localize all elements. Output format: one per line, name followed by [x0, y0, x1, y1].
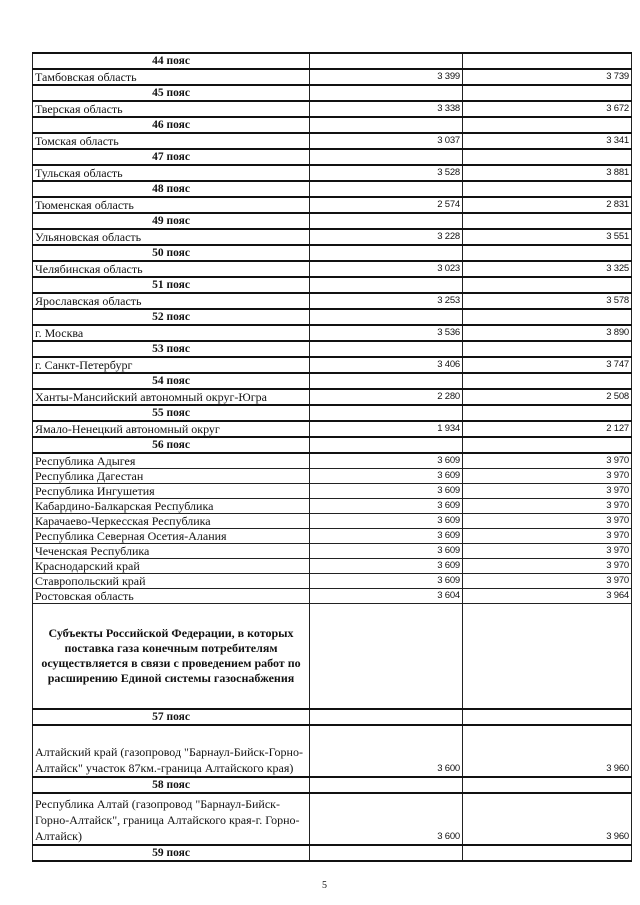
zone-label: 54 пояс [33, 373, 310, 389]
price-value-1: 3 037 [310, 133, 463, 149]
zone-label: 46 пояс [33, 117, 310, 133]
empty-cell [310, 405, 463, 421]
table-row [33, 133, 632, 149]
zone-label: 44 пояс [33, 53, 310, 69]
region-name: Республика Адыгея [33, 453, 310, 469]
table-row [33, 529, 632, 544]
price-value-1: 3 609 [310, 484, 463, 499]
zone-header-row [33, 245, 632, 261]
table-row [33, 357, 632, 373]
price-value-1: 3 609 [310, 499, 463, 514]
price-value-2: 3 325 [463, 261, 632, 277]
price-value-2: 3 970 [463, 484, 632, 499]
region-name: Тульская область [33, 165, 310, 181]
empty-cell [463, 181, 632, 197]
price-value-2: 3 970 [463, 453, 632, 469]
table-row [33, 389, 632, 405]
price-value-1: 3 600 [310, 725, 463, 777]
zone-label: 59 пояс [33, 845, 310, 861]
price-value-1: 3 609 [310, 574, 463, 589]
zone-label: 45 пояс [33, 85, 310, 101]
empty-cell [463, 309, 632, 325]
zone-header-row [33, 777, 632, 793]
region-name: Ульяновская область [33, 229, 310, 245]
region-name: Республика Дагестан [33, 469, 310, 484]
empty-cell [463, 117, 632, 133]
zone-header-row [33, 213, 632, 229]
price-value-1: 3 609 [310, 469, 463, 484]
zone-header-row [33, 85, 632, 101]
empty-cell [463, 604, 632, 710]
table-row [33, 101, 632, 117]
price-value-2: 3 970 [463, 469, 632, 484]
price-value-2: 3 970 [463, 544, 632, 559]
zone-header-row [33, 181, 632, 197]
zone-header-row [33, 149, 632, 165]
price-value-1: 3 406 [310, 357, 463, 373]
region-name: Ямало-Ненецкий автономный округ [33, 421, 310, 437]
price-value-2: 3 747 [463, 357, 632, 373]
empty-cell [463, 85, 632, 101]
region-name: Ставропольский край [33, 574, 310, 589]
price-value-1: 3 609 [310, 544, 463, 559]
price-value-2: 3 578 [463, 293, 632, 309]
price-value-1: 3 609 [310, 514, 463, 529]
table-row [33, 574, 632, 589]
price-value-2: 3 739 [463, 69, 632, 85]
empty-cell [310, 149, 463, 165]
zone-label: 49 пояс [33, 213, 310, 229]
price-value-1: 3 528 [310, 165, 463, 181]
table-row [33, 793, 632, 845]
section-title: Субъекты Российской Федерации, в которых поставка газа конечным потребителям осуществляется в связи с проведением работ по расширению Единой системы газоснабжения [33, 604, 310, 710]
region-name: Республика Ингушетия [33, 484, 310, 499]
price-value-2: 3 551 [463, 229, 632, 245]
price-value-2: 3 970 [463, 529, 632, 544]
region-name: Республика Алтай (газопровод "Барнаул-Бийск-Горно-Алтайск", граница Алтайского края-г. Горно-Алтайск) [33, 793, 310, 845]
price-value-1: 3 399 [310, 69, 463, 85]
price-value-2: 3 890 [463, 325, 632, 341]
empty-cell [310, 309, 463, 325]
empty-cell [463, 341, 632, 357]
empty-cell [310, 604, 463, 710]
zone-label: 52 пояс [33, 309, 310, 325]
empty-cell [463, 437, 632, 453]
table-row [33, 469, 632, 484]
price-value-1: 3 536 [310, 325, 463, 341]
price-value-1: 3 253 [310, 293, 463, 309]
price-value-1: 3 023 [310, 261, 463, 277]
table-row [33, 559, 632, 574]
region-name: Ханты-Мансийский автономный округ-Югра [33, 389, 310, 405]
empty-cell [310, 845, 463, 861]
empty-cell [310, 437, 463, 453]
section-header-row [33, 604, 632, 710]
empty-cell [463, 777, 632, 793]
price-value-2: 2 127 [463, 421, 632, 437]
price-value-1: 3 609 [310, 559, 463, 574]
table-row [33, 165, 632, 181]
table-row [33, 197, 632, 213]
empty-cell [310, 245, 463, 261]
zone-header-row [33, 341, 632, 357]
table-row [33, 229, 632, 245]
zone-label: 58 пояс [33, 777, 310, 793]
zone-header-row [33, 309, 632, 325]
table-row [33, 421, 632, 437]
empty-cell [463, 709, 632, 725]
price-value-1: 3 228 [310, 229, 463, 245]
table-row [33, 325, 632, 341]
tariff-table [32, 52, 632, 862]
price-value-2: 3 960 [463, 793, 632, 845]
table-row [33, 514, 632, 529]
region-name: г. Москва [33, 325, 310, 341]
empty-cell [310, 341, 463, 357]
zone-header-row [33, 53, 632, 69]
empty-cell [310, 213, 463, 229]
region-name: Тамбовская область [33, 69, 310, 85]
zone-label: 51 пояс [33, 277, 310, 293]
price-value-2: 2 508 [463, 389, 632, 405]
table-row [33, 484, 632, 499]
empty-cell [463, 405, 632, 421]
price-value-2: 3 964 [463, 589, 632, 604]
zone-header-row [33, 373, 632, 389]
price-value-1: 2 280 [310, 389, 463, 405]
region-name: Чеченская Республика [33, 544, 310, 559]
zone-label: 53 пояс [33, 341, 310, 357]
price-value-1: 3 609 [310, 453, 463, 469]
empty-cell [463, 149, 632, 165]
region-name: Краснодарский край [33, 559, 310, 574]
table-row [33, 293, 632, 309]
region-name: Ростовская область [33, 589, 310, 604]
price-value-1: 3 338 [310, 101, 463, 117]
zone-label: 56 пояс [33, 437, 310, 453]
price-value-2: 3 960 [463, 725, 632, 777]
price-value-1: 3 609 [310, 529, 463, 544]
zone-label: 57 пояс [33, 709, 310, 725]
zone-label: 50 пояс [33, 245, 310, 261]
region-name: Томская область [33, 133, 310, 149]
price-value-2: 3 672 [463, 101, 632, 117]
empty-cell [463, 277, 632, 293]
price-value-2: 3 970 [463, 559, 632, 574]
zone-header-row [33, 437, 632, 453]
zone-label: 47 пояс [33, 149, 310, 165]
empty-cell [310, 53, 463, 69]
zone-label: 55 пояс [33, 405, 310, 421]
price-value-1: 3 600 [310, 793, 463, 845]
page-number: 5 [322, 880, 327, 891]
empty-cell [463, 53, 632, 69]
zone-header-row [33, 117, 632, 133]
price-value-2: 3 970 [463, 514, 632, 529]
region-name: Кабардино-Балкарская Республика [33, 499, 310, 514]
table-row [33, 69, 632, 85]
price-value-2: 2 831 [463, 197, 632, 213]
price-value-2: 3 970 [463, 499, 632, 514]
table-row [33, 589, 632, 604]
empty-cell [310, 85, 463, 101]
region-name: Тверская область [33, 101, 310, 117]
empty-cell [310, 181, 463, 197]
price-value-2: 3 970 [463, 574, 632, 589]
table-row [33, 499, 632, 514]
zone-label: 48 пояс [33, 181, 310, 197]
price-value-2: 3 341 [463, 133, 632, 149]
region-name: г. Санкт-Петербург [33, 357, 310, 373]
region-name: Челябинская область [33, 261, 310, 277]
region-name: Алтайский край (газопровод "Барнаул-Бийск-Горно-Алтайск" участок 87км.-граница Алтайского края) [33, 725, 310, 777]
empty-cell [463, 245, 632, 261]
zone-header-row [33, 709, 632, 725]
table-row [33, 261, 632, 277]
table-row [33, 453, 632, 469]
zone-header-row [33, 277, 632, 293]
table-row [33, 544, 632, 559]
empty-cell [463, 373, 632, 389]
empty-cell [463, 213, 632, 229]
zone-header-row [33, 845, 632, 861]
empty-cell [310, 777, 463, 793]
price-value-1: 1 934 [310, 421, 463, 437]
price-value-1: 2 574 [310, 197, 463, 213]
zone-header-row [33, 405, 632, 421]
empty-cell [463, 845, 632, 861]
region-name: Тюменская область [33, 197, 310, 213]
empty-cell [310, 373, 463, 389]
empty-cell [310, 709, 463, 725]
empty-cell [310, 277, 463, 293]
region-name: Республика Северная Осетия-Алания [33, 529, 310, 544]
region-name: Ярославская область [33, 293, 310, 309]
price-value-2: 3 881 [463, 165, 632, 181]
empty-cell [310, 117, 463, 133]
price-value-1: 3 604 [310, 589, 463, 604]
region-name: Карачаево-Черкесская Республика [33, 514, 310, 529]
table-row [33, 725, 632, 777]
